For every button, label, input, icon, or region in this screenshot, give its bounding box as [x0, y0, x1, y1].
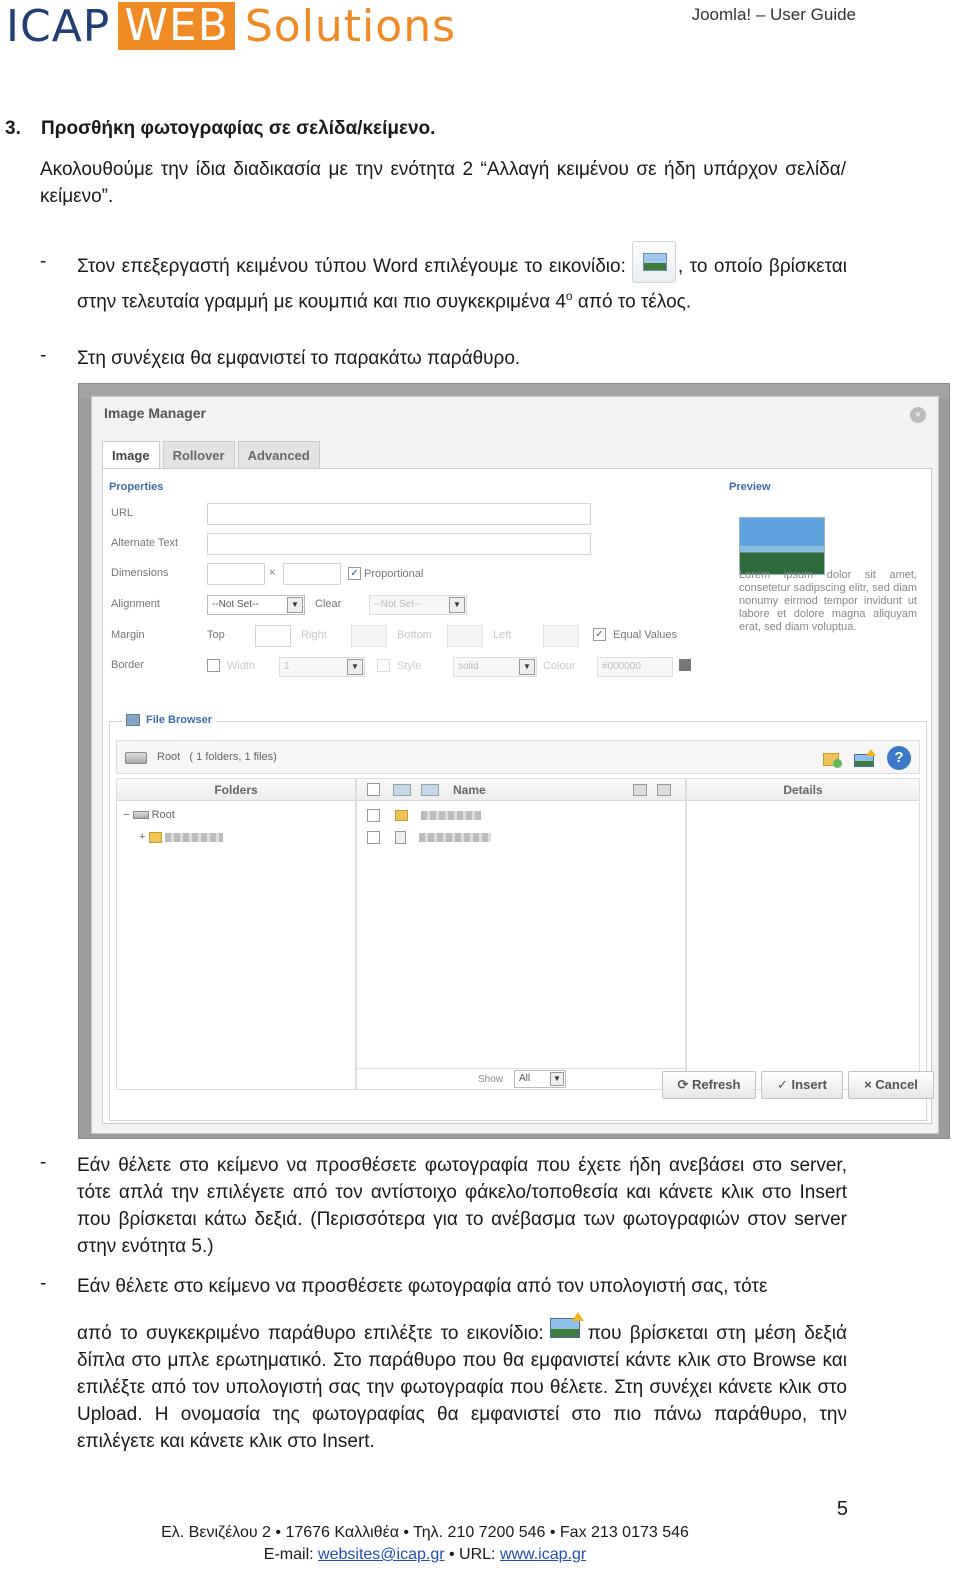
intro-paragraph: Ακολουθούμε την ίδια διαδικασία με την ενότητα 2 “Αλλαγή κειμένου σε ήδη υπάρχον σελίδα/κείμενο”. — [40, 159, 846, 207]
logo-web: WEB — [118, 2, 235, 50]
dimensions-label: Dimensions — [111, 567, 169, 579]
bullet-1-text-b: , το οποίο βρίσκεται στην τελευταία γραμμή με κουμπιά και πιο συγκεκριμένα 4 — [77, 256, 848, 313]
email-label: E-mail: — [263, 1546, 319, 1563]
document-title: Joomla! – User Guide — [691, 5, 856, 24]
border-style-label: Style — [397, 660, 422, 672]
tree-root-item[interactable] — [123, 809, 175, 821]
list-view-icon[interactable] — [633, 784, 647, 796]
tab-rollover[interactable]: Rollover — [163, 441, 235, 469]
bullet-4-text-a: από το συγκεκριμένο παράθυρο επιλέξτε το εικονίδιο: — [77, 1323, 544, 1344]
drive-icon — [133, 811, 149, 819]
folders-header: Folders — [117, 779, 355, 801]
footer-contact — [0, 1546, 850, 1564]
image-manager-screenshot — [78, 383, 950, 1139]
bullet-dash: - — [40, 1273, 47, 1294]
show-select[interactable] — [514, 1070, 566, 1088]
alt-text-label: Alternate Text — [111, 537, 179, 549]
margin-right-label: Right — [301, 629, 327, 641]
image-file-icon — [395, 831, 406, 844]
margin-top-label: Top — [207, 629, 225, 641]
file-browser — [109, 714, 927, 1121]
image-icon — [643, 253, 667, 271]
insert-button[interactable]: ✓ Insert — [761, 1071, 843, 1099]
blurred-folder-name — [165, 833, 223, 842]
dialog-tabs — [102, 441, 323, 469]
logo-icap: ICAP — [6, 0, 111, 52]
bullet-4-text-b: που βρίσκεται στη μέση δεξιά δίπλα στο μπλε ερωτηματικό. Στο παράθυρο που θα εμφανιστεί κάντε κλικ στο Browse και επιλέξτε από τον υπολογιστή σας την φωτογραφία που θέλετε. Στη συνέχει κάνετε κλικ στο Upload. Η ονομασία της φωτογραφίας θα εμφανιστεί στο πιο πάνω παράθυρο, την επιλέγετε και κάνετε κλικ στο Insert. — [77, 1323, 847, 1452]
bullet-dash: - — [40, 345, 47, 366]
root-info: ( 1 folders, 1 files) — [189, 751, 277, 763]
bullet-2: Στη συνέχεια θα εμφανιστεί το παρακάτω παράθυρο. — [77, 348, 521, 369]
item-checkbox[interactable] — [367, 831, 380, 844]
details-header: Details — [687, 779, 919, 801]
border-checkbox[interactable] — [207, 659, 220, 672]
file-browser-title: File Browser — [146, 714, 213, 726]
file-browser-toolbar — [116, 740, 920, 774]
sort-icon[interactable] — [421, 784, 439, 796]
files-column — [356, 778, 686, 1090]
bullet-3: Εάν θέλετε στο κείμενο να προσθέσετε φωτογραφία που έχετε ήδη ανεβάσει στο server, τότε απλά την επιλέγετε από τον αντίστοιχο φάκελο/τοποθεσία και κάνετε κλικ στο Insert που βρίσκεται κάτω δεξιά. (Περισσότερα για το ανέβασμα των φωτογραφιών στον server στην ενότητα 5.) — [77, 1155, 847, 1257]
section-heading — [5, 118, 435, 140]
show-value: All — [519, 1073, 531, 1084]
border-style-value: solid — [458, 661, 479, 672]
url-label: URL — [111, 507, 134, 519]
new-folder-icon[interactable] — [819, 747, 843, 769]
folder-icon — [149, 832, 162, 843]
border-colour-input[interactable] — [597, 657, 673, 677]
cancel-button[interactable]: × Cancel — [848, 1071, 934, 1099]
margin-right-input[interactable] — [351, 625, 387, 647]
page-number: 5 — [836, 1498, 848, 1520]
drive-icon — [125, 752, 147, 764]
refresh-button[interactable]: ⟳ Refresh — [662, 1071, 756, 1099]
expand-icon[interactable]: + — [139, 831, 146, 843]
section-number: 3. — [5, 118, 21, 139]
bullet-1-text-c: από το τέλος. — [572, 291, 692, 313]
margin-top-input[interactable] — [255, 625, 291, 647]
alignment-label: Alignment — [111, 598, 160, 610]
chevron-down-icon: ▼ — [519, 659, 535, 675]
insert-image-icon — [632, 241, 676, 283]
chevron-down-icon: ▼ — [550, 1072, 564, 1086]
company-logo — [6, 0, 456, 52]
border-width-value: 1 — [284, 661, 290, 672]
border-label: Border — [111, 659, 145, 671]
url-input[interactable] — [207, 503, 591, 525]
clear-select[interactable] — [369, 595, 467, 615]
width-input[interactable] — [207, 563, 265, 585]
file-list-item[interactable] — [367, 831, 491, 844]
help-icon[interactable]: ? — [887, 746, 911, 770]
image-tab-panel — [102, 468, 932, 1124]
alignment-value: --Not Set-- — [212, 599, 259, 610]
bullet-4-line-1: Εάν θέλετε στο κείμενο να προσθέσετε φωτογραφία από τον υπολογιστή σας, τότε — [77, 1276, 768, 1297]
bullet-1 — [77, 251, 847, 315]
bullet-1-text-a: Στον επεξεργαστή κειμένου τύπου Word επιλέγουμε το εικονίδιο: — [77, 256, 626, 278]
dialog-title: Image Manager — [104, 405, 206, 421]
proportional-checkbox[interactable]: ✓ — [348, 567, 361, 580]
thumbnail-view-icon[interactable] — [657, 784, 671, 796]
border-style-checkbox[interactable] — [377, 659, 390, 672]
logo-solutions: Solutions — [244, 0, 457, 52]
chevron-down-icon: ▼ — [449, 597, 465, 613]
folders-column — [116, 778, 356, 1090]
tab-advanced[interactable]: Advanced — [238, 441, 320, 469]
alignment-select[interactable] — [207, 595, 305, 615]
bullet-dash: - — [40, 251, 47, 272]
select-all-checkbox[interactable] — [367, 783, 380, 796]
margin-left-input[interactable] — [543, 625, 579, 647]
preview-image — [739, 517, 825, 575]
times-symbol: × — [269, 567, 276, 579]
root-path — [157, 751, 277, 763]
preview-text: Lorem ipsum dolor sit amet, consetetur sadipscing elitr, sed diam nonumy eirmod tempor invidunt ut labore et dolore magna aliquyam erat, sed diam voluptua. — [739, 569, 917, 633]
collapse-icon[interactable]: − — [123, 809, 130, 821]
upload-icon — [548, 1312, 586, 1342]
clear-value: --Not Set-- — [374, 599, 421, 610]
margin-left-label: Left — [493, 629, 512, 641]
show-filter — [356, 1068, 686, 1090]
bullet-4-body — [77, 1320, 847, 1455]
border-colour-value: #000000 — [602, 661, 641, 672]
border-width-label: Width — [227, 660, 256, 672]
height-input[interactable] — [283, 563, 341, 585]
tree-root-label: Root — [151, 809, 175, 821]
margin-label: Margin — [111, 629, 145, 641]
folder-icon — [395, 810, 408, 821]
sort-icon[interactable] — [393, 784, 411, 796]
alt-text-input[interactable] — [207, 533, 591, 555]
chevron-down-icon: ▼ — [347, 659, 363, 675]
email-link[interactable]: websites@icap.gr — [318, 1546, 445, 1563]
margin-bottom-input[interactable] — [447, 625, 483, 647]
equal-values-checkbox[interactable]: ✓ — [593, 628, 606, 641]
upload-icon[interactable] — [853, 747, 877, 769]
tree-folder-item[interactable] — [139, 831, 223, 843]
clear-label: Clear — [315, 598, 342, 610]
name-header-label: Name — [453, 783, 486, 797]
image-manager-dialog — [91, 396, 939, 1134]
tab-image[interactable]: Image — [102, 441, 160, 469]
close-icon[interactable]: × — [910, 407, 926, 423]
border-width-select[interactable] — [279, 657, 365, 677]
properties-title: Properties — [109, 481, 164, 493]
show-label: Show — [478, 1074, 504, 1085]
url-label: • URL: — [444, 1546, 500, 1563]
file-browser-icon — [126, 714, 140, 726]
equal-values-label: Equal Values — [613, 629, 678, 641]
blurred-item-name — [421, 811, 481, 820]
footer-address: Ελ. Βενιζέλου 2 • 17676 Καλλιθέα • Τηλ. 210 7200 546 • Fax 213 0173 546 — [161, 1524, 689, 1541]
proportional-label: Proportional — [364, 568, 424, 580]
item-checkbox[interactable] — [367, 809, 380, 822]
root-label[interactable]: Root — [157, 751, 181, 763]
preview-title: Preview — [729, 481, 771, 493]
section-title: Προσθήκη φωτογραφίας σε σελίδα/κείμενο. — [41, 118, 436, 139]
superscript: ο — [565, 289, 573, 303]
bullet-dash: - — [40, 1152, 47, 1173]
border-colour-label: Colour — [543, 660, 576, 672]
website-link[interactable]: www.icap.gr — [499, 1546, 587, 1563]
file-browser-legend — [122, 714, 216, 726]
details-column — [686, 778, 920, 1090]
name-header — [357, 779, 685, 801]
file-list-item[interactable] — [367, 809, 481, 822]
colour-picker-icon[interactable] — [679, 659, 691, 671]
margin-bottom-label: Bottom — [397, 629, 432, 641]
chevron-down-icon: ▼ — [287, 597, 303, 613]
blurred-item-name — [419, 833, 491, 842]
border-style-select[interactable] — [453, 657, 537, 677]
